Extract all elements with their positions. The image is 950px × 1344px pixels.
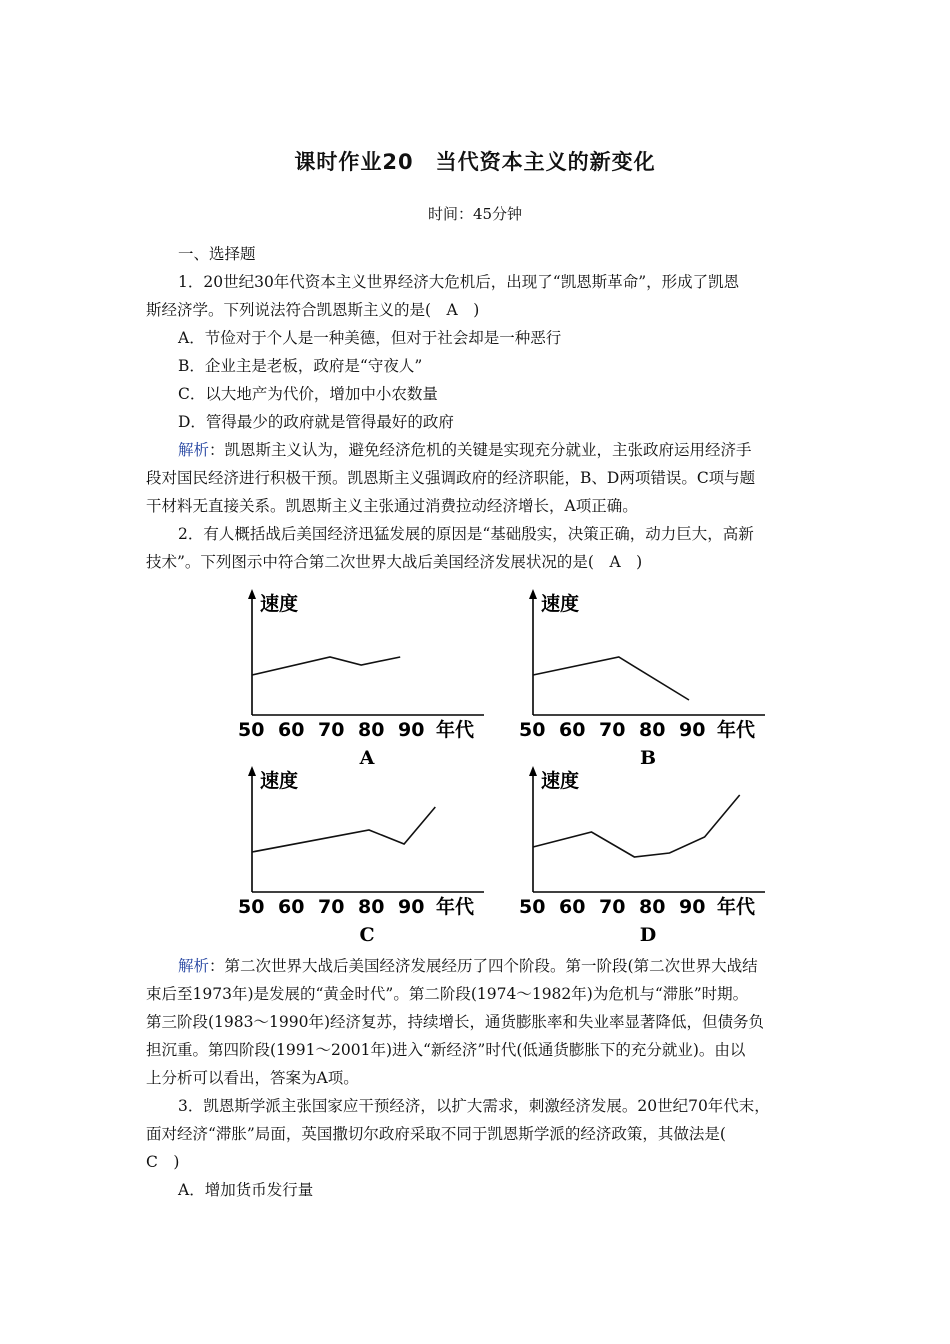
chart-a-tick-label: 50 bbox=[238, 719, 265, 741]
chart-c-tick-label: 90 bbox=[398, 896, 425, 918]
chart-d-xlabel: 年代 bbox=[717, 896, 756, 918]
chart-a-y-arrow bbox=[248, 589, 256, 599]
chart-c-tick-label: 70 bbox=[318, 896, 345, 918]
chart-c-ylabel: 速度 bbox=[260, 770, 299, 792]
chart-c-panel-label: C bbox=[359, 924, 375, 946]
chart-a-xlabel: 年代 bbox=[436, 719, 475, 741]
q2-analysis-1 bbox=[178, 956, 758, 976]
chart-b-xlabel: 年代 bbox=[717, 719, 756, 741]
q1-analysis-2: 段对国民经济进行积极干预。凯恩斯主义强调政府的经济职能，B、D两项错误。C项与题 bbox=[146, 469, 756, 487]
chart-c-tick-label: 80 bbox=[358, 896, 385, 918]
q1-stem-1: 1．20世纪30年代资本主义世界经济大危机后，出现了“凯恩斯革命”，形成了凯恩 bbox=[178, 273, 740, 291]
q1-analysis-1 bbox=[178, 440, 752, 460]
q1-option-a: A．节俭对于个人是一种美德，但对于社会却是一种恶行 bbox=[178, 329, 562, 347]
q2-analysis-2: 束后至1973年)是发展的“黄金时代”。第二阶段(1974～1982年)为危机与“滞胀”时期。 bbox=[146, 985, 749, 1003]
chart-d-y-arrow bbox=[529, 766, 537, 776]
chart-a-tick-label: 80 bbox=[358, 719, 385, 741]
q3-stem-2: 面对经济“滞胀”局面，英国撒切尔政府采取不同于凯恩斯学派的经济政策，其做法是( bbox=[146, 1125, 726, 1143]
chart-c-tick-label: 60 bbox=[278, 896, 305, 918]
chart-d-ylabel: 速度 bbox=[541, 770, 580, 792]
chart-d-tick-label: 70 bbox=[599, 896, 626, 918]
q2-stem-2: 技术”。下列图示中符合第二次世界大战后美国经济发展状况的是( A ) bbox=[146, 553, 643, 571]
chart-b-tick-label: 80 bbox=[639, 719, 666, 741]
q3-stem-3: C ) bbox=[146, 1153, 180, 1171]
chart-d-tick-label: 50 bbox=[519, 896, 546, 918]
chart-b-tick-label: 90 bbox=[679, 719, 706, 741]
analysis-label: 解析 bbox=[178, 441, 210, 459]
chart-figures bbox=[225, 585, 785, 955]
charts-svg bbox=[225, 585, 785, 955]
q1-option-b: B．企业主是老板，政府是“守夜人” bbox=[178, 357, 423, 375]
chart-b-y-arrow bbox=[529, 589, 537, 599]
q1-option-d: D．管得最少的政府就是管得最好的政府 bbox=[178, 413, 454, 431]
q1-stem-2: 斯经济学。下列说法符合凯恩斯主义的是( A ) bbox=[146, 301, 480, 319]
chart-c-y-arrow bbox=[248, 766, 256, 776]
chart-b-series-line bbox=[533, 657, 689, 700]
chart-a-tick-label: 90 bbox=[398, 719, 425, 741]
chart-d-panel-label: D bbox=[639, 924, 657, 946]
time-limit: 时间：45分钟 bbox=[427, 205, 523, 223]
chart-b-panel-label: B bbox=[639, 747, 657, 769]
section-heading: 一、选择题 bbox=[178, 245, 256, 263]
chart-a-tick-label: 60 bbox=[278, 719, 305, 741]
chart-d-tick-label: 80 bbox=[639, 896, 666, 918]
q2-analysis-3: 第三阶段(1983～1990年)经济复苏，持续增长，通货膨胀率和失业率显著降低，但债务负 bbox=[146, 1013, 764, 1031]
q3-option-a: A．增加货币发行量 bbox=[178, 1181, 314, 1199]
chart-a-series-line bbox=[252, 657, 400, 675]
q2-analysis-5: 上分析可以看出，答案为A项。 bbox=[146, 1069, 359, 1087]
chart-d-tick-label: 60 bbox=[559, 896, 586, 918]
analysis-label: 解析 bbox=[178, 957, 210, 975]
chart-b-tick-label: 50 bbox=[519, 719, 546, 741]
chart-a-tick-label: 70 bbox=[318, 719, 345, 741]
q1-analysis-3: 干材料无直接关系。凯恩斯主义主张通过消费拉动经济增长，A项正确。 bbox=[146, 497, 638, 515]
chart-a-ylabel: 速度 bbox=[260, 593, 299, 615]
q2-stem-1: 2．有人概括战后美国经济迅猛发展的原因是“基础殷实，决策正确，动力巨大，高新 bbox=[178, 525, 754, 543]
chart-b-ylabel: 速度 bbox=[541, 593, 580, 615]
chart-a-panel-label: A bbox=[359, 747, 375, 769]
q1-option-c: C．以大地产为代价，增加中小农数量 bbox=[178, 385, 438, 403]
chart-d-series-line bbox=[533, 795, 740, 857]
chart-b-tick-label: 60 bbox=[559, 719, 586, 741]
chart-c-series-line bbox=[252, 807, 435, 852]
chart-c-xlabel: 年代 bbox=[436, 896, 475, 918]
page-title: 课时作业20 当代资本主义的新变化 bbox=[294, 150, 656, 174]
q2-analysis-4: 担沉重。第四阶段(1991～2001年)进入“新经济”时代(低通货膨胀下的充分就业)。由以 bbox=[146, 1041, 746, 1059]
analysis-text: ：第二次世界大战后美国经济发展经历了四个阶段。第一阶段(第二次世界大战结 bbox=[209, 957, 758, 975]
q3-stem-1: 3．凯恩斯学派主张国家应干预经济，以扩大需求，刺激经济发展。20世纪70年代末， bbox=[178, 1097, 770, 1115]
chart-b-tick-label: 70 bbox=[599, 719, 626, 741]
analysis-text: ：凯恩斯主义认为，避免经济危机的关键是实现充分就业，主张政府运用经济手 bbox=[209, 441, 752, 459]
chart-d-tick-label: 90 bbox=[679, 896, 706, 918]
chart-c-tick-label: 50 bbox=[238, 896, 265, 918]
